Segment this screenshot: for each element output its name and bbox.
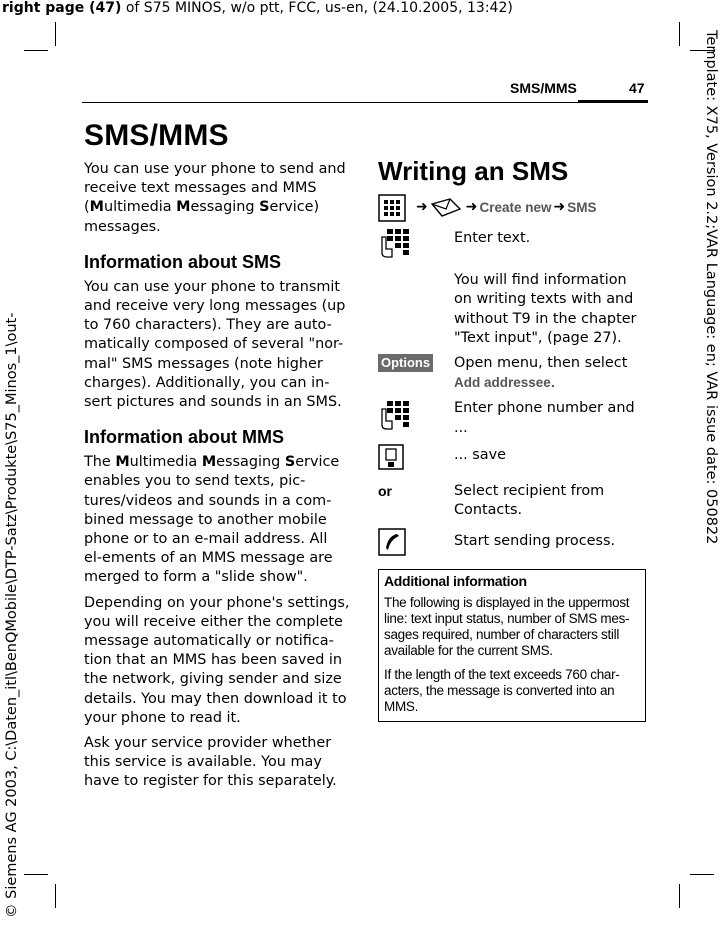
step-select-recipient: or Select recipient from Contacts. <box>378 483 605 519</box>
additional-info-paragraph: The following is displayed in the uppermost line: text input status, number of SMS mes-sages required, number of characters still available for the current SMS. <box>384 594 630 658</box>
running-head-title: SMS/MMS <box>510 80 577 96</box>
menu-sms: SMS <box>567 200 597 216</box>
call-key-icon <box>378 528 406 556</box>
arrow-icon: ➜ <box>553 199 566 216</box>
step-send: Start sending process. <box>378 528 646 562</box>
envelope-icon <box>430 197 464 219</box>
menu-path <box>378 193 646 223</box>
options-softkey: Options <box>378 354 433 372</box>
crop-mark <box>679 22 680 46</box>
keypad-icon <box>378 399 410 431</box>
step-options: Options Open menu, then select Add addressee. <box>378 354 646 393</box>
mms-settings-paragraph: Depending on your phone's settings, you will receive either the complete message automatically or notifica-tion that an MMS has been saved in the network, giving sender and size details. You may then download it to your phone to read it. <box>84 594 350 726</box>
copyright-tag: © Siemens AG 2003, C:\Daten_itl\BenQMobile\DTP-Satz\Produkte\S75_Minos_1\out- <box>4 312 20 918</box>
template-tag: Template: X75, Version 2.2;VAR Language: en; VAR issue date: 050822 <box>703 30 719 545</box>
crop-mark <box>679 884 680 908</box>
additional-info-box <box>378 569 646 722</box>
right-column <box>378 155 646 722</box>
add-addressee-label: Add addressee <box>454 375 551 391</box>
print-header: right page (47) of S75 MINOS, w/o ptt, FCC, us-en, (24.10.2005, 13:42) <box>2 0 513 16</box>
heading-mms-info: Information about MMS <box>84 427 284 448</box>
step-save: ... save <box>378 444 646 476</box>
page-number: 47 <box>629 80 645 96</box>
left-column <box>84 118 350 798</box>
crop-mark <box>55 22 56 46</box>
arrow-icon: ➜ <box>465 199 478 216</box>
crop-mark <box>55 884 56 908</box>
crop-mark <box>24 874 48 875</box>
crop-mark <box>690 874 714 875</box>
menu-grid-icon <box>378 194 406 222</box>
step-enter-text: Enter text. <box>378 227 646 265</box>
heading-sms-info: Information about SMS <box>84 251 281 272</box>
mms-info-paragraph: The Multimedia Messaging Service enables you to send texts, pic-tures/videos and sounds in a com-bined message to another mobile phone or to an e-mail address. All el-ements of an MMS message are merged to form a "slide show". <box>84 454 340 586</box>
provider-paragraph: Ask your service provider whether this service is available. You may have to register for this separately. <box>84 735 337 790</box>
or-label: or <box>378 483 392 500</box>
header-rule-accent <box>578 100 648 103</box>
header-rule <box>82 102 648 103</box>
section-title: Writing an SMS <box>378 156 569 186</box>
keypad-icon <box>378 227 410 259</box>
additional-info-paragraph: If the length of the text exceeds 760 char-acters, the message is converted into an MMS. <box>384 666 620 714</box>
page-title: SMS/MMS <box>84 119 229 152</box>
step-enter-number: Enter phone number and ... <box>378 399 646 437</box>
arrow-icon: ➜ <box>416 199 428 216</box>
step-more-info: You will find information on writing texts with and without T9 in the chapter "Text input", (page 27). <box>454 272 637 346</box>
floppy-save-icon <box>378 444 404 470</box>
intro-paragraph: You can use your phone to send and receive text messages and MMS (Multimedia Messaging Service) messages. <box>84 161 346 235</box>
additional-info-title: Additional information <box>384 572 527 589</box>
menu-create-new: Create new <box>479 200 552 216</box>
crop-mark <box>24 50 48 51</box>
sms-info-paragraph: You can use your phone to transmit and receive very long messages (up to 760 characters). They are auto-matically composed of several "nor-mal" SMS messages (note higher charges). Additionally, you can in-sert pictures and sounds in an SMS. <box>84 278 346 411</box>
